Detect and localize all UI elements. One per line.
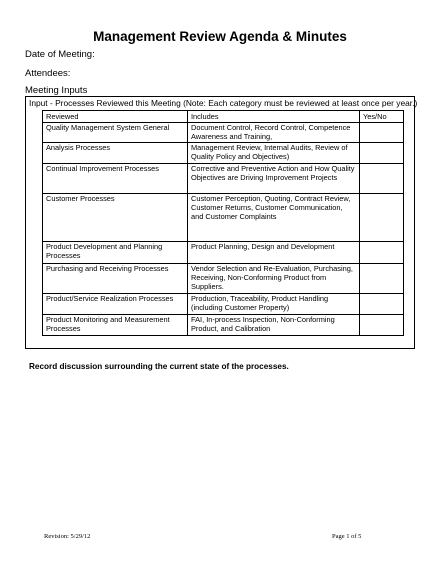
includes-cell: Management Review, Internal Audits, Review of Quality Policy and Objectives) [188, 143, 360, 164]
record-discussion-text: Record discussion surrounding the current state of the processes. [29, 362, 289, 371]
footer-page-number: Page 1 of 5 [332, 533, 362, 540]
footer-revision: Revision: 5/29/12 [44, 533, 91, 540]
table-row [43, 242, 404, 264]
includes-cell: Production, Traceability, Product Handling (including Customer Property) [188, 294, 360, 315]
table-row [43, 194, 404, 242]
reviewed-cell: Customer Processes [43, 194, 188, 242]
reviewed-cell: Product Monitoring and Measurement Processes [43, 315, 188, 336]
date-of-meeting-label: Date of Meeting: [25, 49, 95, 60]
table-row [43, 294, 404, 315]
reviewed-cell: Continual Improvement Processes [43, 164, 188, 194]
yes-no-cell[interactable] [360, 242, 404, 264]
reviewed-cell: Product/Service Realization Processes [43, 294, 188, 315]
includes-cell: Vendor Selection and Re-Evaluation, Purchasing, Receiving, Non-Conforming Product from Suppliers. [188, 264, 360, 294]
table-header-row [43, 111, 404, 123]
input-processes-box [25, 96, 418, 349]
yes-no-cell[interactable] [360, 315, 404, 336]
attendees-label: Attendees: [25, 68, 71, 79]
includes-cell: FAI, In-process Inspection, Non-Conforming Product, and Calibration [188, 315, 360, 336]
table-row [43, 264, 404, 294]
reviewed-cell: Product Development and Planning Processes [43, 242, 188, 264]
includes-cell: Product Planning, Design and Development [188, 242, 360, 264]
yes-no-cell[interactable] [360, 143, 404, 164]
column-header-yes-no: Yes/No [360, 111, 404, 123]
yes-no-cell[interactable] [360, 194, 404, 242]
reviewed-cell: Quality Management System General [43, 123, 188, 143]
yes-no-cell[interactable] [360, 264, 404, 294]
column-header-reviewed: Reviewed [43, 111, 188, 123]
yes-no-cell[interactable] [360, 123, 404, 143]
input-box-heading: Input - Processes Reviewed this Meeting (Note: Each category must be reviewed at least once per year.) [29, 98, 418, 108]
yes-no-cell[interactable] [360, 164, 404, 194]
table-row [43, 143, 404, 164]
meeting-inputs-label: Meeting Inputs [25, 85, 88, 96]
processes-review-table [42, 110, 404, 336]
table-row [43, 123, 404, 143]
reviewed-cell: Analysis Processes [43, 143, 188, 164]
column-header-includes: Includes [188, 111, 360, 123]
includes-cell: Document Control, Record Control, Competence Awareness and Training, [188, 123, 360, 143]
includes-cell: Corrective and Preventive Action and How Quality Objectives are Driving Improvement Projects [188, 164, 360, 194]
yes-no-cell[interactable] [360, 294, 404, 315]
table-row [43, 315, 404, 336]
document-title: Management Review Agenda & Minutes [93, 29, 347, 44]
table-row [43, 164, 404, 194]
includes-cell: Customer Perception, Quoting, Contract Review, Customer Returns, Customer Communication, and Customer Complaints [188, 194, 360, 242]
reviewed-cell: Purchasing and Receiving Processes [43, 264, 188, 294]
